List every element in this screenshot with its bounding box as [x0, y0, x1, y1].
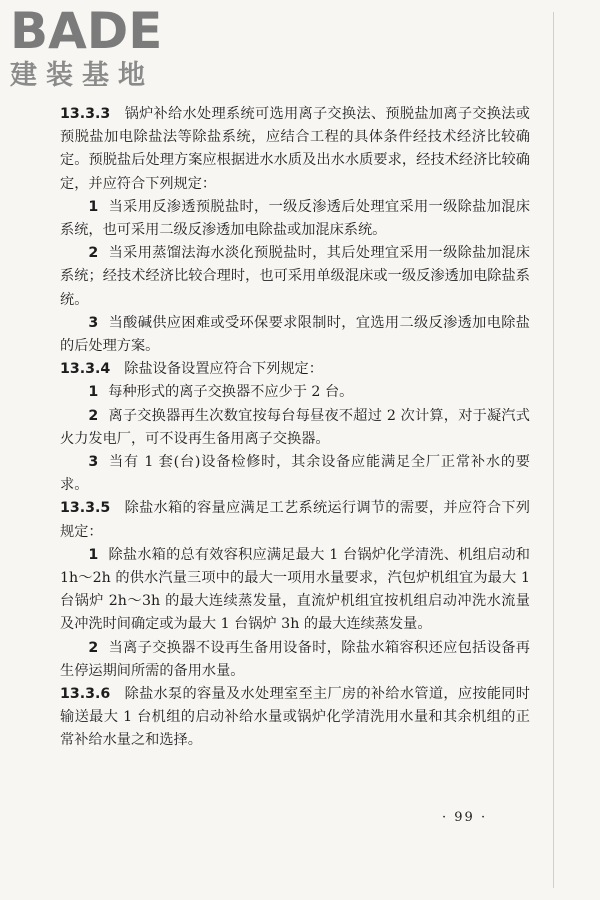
clause-text: 除盐水泵的容量及水处理室至主厂房的补给水管道，应按能同时输送最大 1 台机组的启动补给水量或锅炉化学清洗用水量和其余机组的正常补给水量之和选择。: [60, 686, 530, 749]
item-number: 3: [88, 314, 99, 331]
logo-subtitle: 建装基地: [10, 60, 154, 91]
item-number: 1: [88, 384, 99, 401]
clause-item: [60, 381, 530, 404]
clause-number: 13.3.3: [60, 106, 111, 122]
clause-text: 除盐水箱的容量应满足工艺系统运行调节的需要，并应符合下列规定：: [60, 500, 530, 540]
clause-13-3-5: [60, 497, 530, 543]
item-text: 当有 1 套(台)设备检修时，其余设备应能满足全厂正常补水的要求。: [60, 454, 530, 494]
clause-text: 除盐设备设置应符合下列规定：: [124, 361, 323, 378]
logo-wordmark: BADE: [10, 2, 163, 60]
item-text: 除盐水箱的总有效容积应满足最大 1 台锅炉化学清洗、机组启动和 1h～2h 的供水汽量三项中的最大一项用水量要求，汽包炉机组宜为最大 1 台锅炉 2h～3h 的最大连续蒸发量，直流炉机组宜按机组启动冲洗水流量及冲洗时间确定或为最大 1 台锅炉 3h 的最大连续蒸发量。: [60, 546, 530, 633]
item-number: 2: [88, 245, 99, 262]
item-number: 1: [88, 546, 99, 563]
page-number: · 99 ·: [442, 810, 488, 825]
clause-item: [60, 451, 530, 497]
clause-number: 13.3.6: [60, 686, 111, 703]
clause-number: 13.3.5: [60, 500, 111, 517]
clause-13-3-6: [60, 683, 530, 753]
item-text: 当采用蒸馏法海水淡化预脱盐时，其后处理宜采用一级除盐加混床系统；经技术经济比较合理时，也可采用单级混床或一级反渗透加电除盐系统。: [60, 245, 530, 308]
logo: [10, 2, 163, 92]
item-text: 当离子交换器不设再生备用设备时，除盐水箱容积还应包括设备再生停运期间所需的备用水量。: [60, 639, 530, 679]
item-number: 2: [88, 407, 99, 424]
clause-item: [60, 544, 530, 637]
clause-item: [60, 196, 530, 242]
clause-item: [60, 637, 530, 683]
item-number: 2: [88, 639, 99, 656]
clause-13-3-3: [60, 103, 530, 196]
item-text: 离子交换器再生次数宜按每台每昼夜不超过 2 次计算，对于凝汽式火力发电厂，可不设再生备用离子交换器。: [60, 407, 530, 447]
item-text: 当采用反渗透预脱盐时，一级反渗透后处理宜采用一级除盐加混床系统，也可采用二级反渗透加电除盐或加混床系统。: [60, 198, 530, 239]
item-text: 当酸碱供应困难或受环保要求限制时，宜选用二级反渗透加电除盐的后处理方案。: [60, 314, 530, 355]
clause-number: 13.3.4: [60, 361, 111, 378]
item-number: 1: [88, 198, 99, 215]
document-body: [60, 103, 530, 753]
clause-item: [60, 312, 530, 358]
item-number: 3: [88, 454, 99, 471]
item-text: 每种形式的离子交换器不应少于 2 台。: [108, 384, 354, 401]
clause-13-3-4: [60, 358, 530, 381]
clause-item: [60, 242, 530, 312]
clause-text: 锅炉补给水处理系统可选用离子交换法、预脱盐加离子交换法或预脱盐加电除盐法等除盐系统，应结合工程的具体条件经技术经济比较确定。预脱盐后处理方案应根据进水水质及出水水质要求，经技术经济比较确定，并应符合下列规定：: [60, 106, 530, 192]
clause-item: [60, 405, 530, 451]
page-edge: [553, 12, 554, 888]
